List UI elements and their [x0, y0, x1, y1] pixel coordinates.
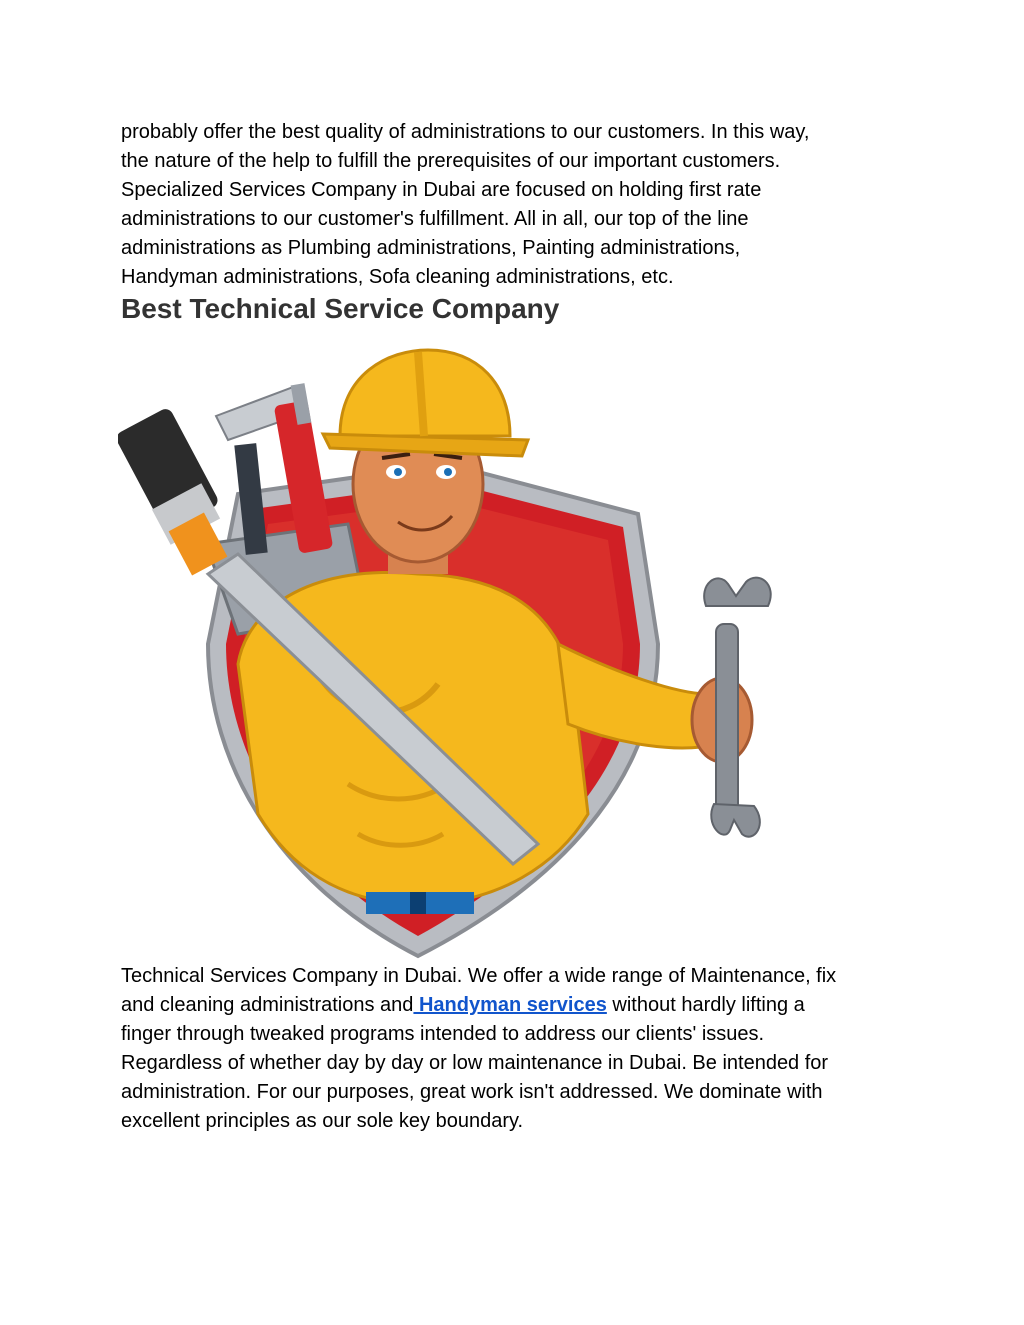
body-line: Regardless of whether day by day or low maintenance in Dubai. Be intended for [121, 1052, 829, 1074]
body-line: excellent principles as our sole key boundary. [121, 1110, 524, 1132]
body-line: finger through tweaked programs intended to address our clients' issues. [121, 1023, 765, 1045]
intro-line: administrations as Plumbing administrations, Painting administrations, [121, 237, 741, 259]
body-line: and cleaning administrations and [121, 994, 414, 1016]
intro-line: Specialized Services Company in Dubai are focused on holding first rate [121, 179, 762, 201]
section-heading: Best Technical Service Company [121, 293, 560, 324]
body-line: Technical Services Company in Dubai. We offer a wide range of Maintenance, fix [121, 965, 837, 987]
intro-line: Handyman administrations, Sofa cleaning administrations, etc. [121, 266, 674, 288]
body-line: administration. For our purposes, great work isn't addressed. We dominate with [121, 1081, 823, 1103]
body-paragraph [121, 962, 911, 1136]
intro-line: administrations to our customer's fulfillment. All in all, our top of the line [121, 208, 749, 230]
intro-line: probably offer the best quality of administrations to our customers. In this way, [121, 121, 810, 143]
body-line: without hardly lifting a [606, 994, 805, 1016]
intro-paragraph [121, 118, 911, 292]
handyman-services-link[interactable]: Handyman services [413, 994, 607, 1016]
intro-line: the nature of the help to fulfill the prerequisites of our important customers. [121, 150, 781, 172]
handyman-mascot-illustration [118, 344, 778, 960]
